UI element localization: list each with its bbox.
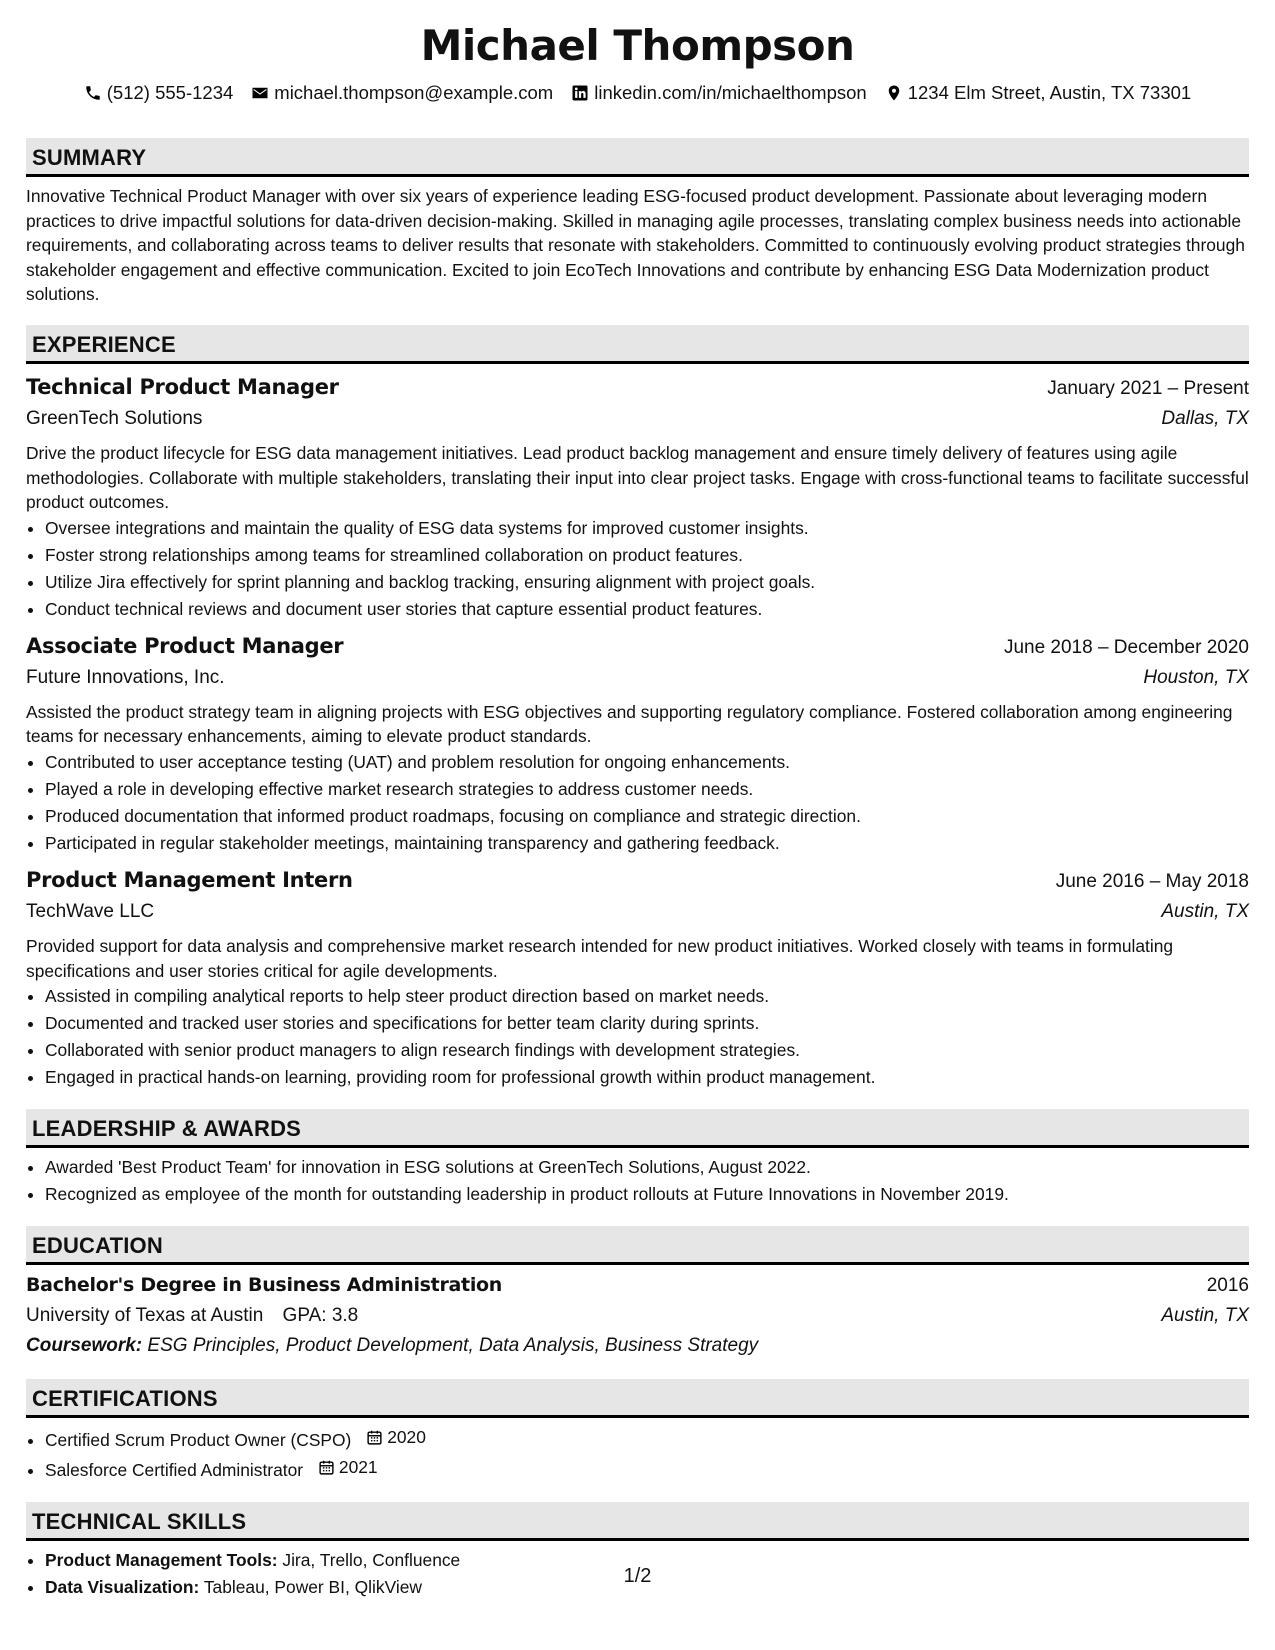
job-entry xyxy=(26,631,1249,857)
degree-title: Bachelor's Degree in Business Administration xyxy=(26,1274,503,1297)
company-name: GreenTech Solutions xyxy=(26,407,203,429)
calendar-icon xyxy=(366,1429,383,1446)
section-heading-certifications: CERTIFICATIONS xyxy=(26,1379,1249,1418)
list-item: • Participated in regular stakeholder meetings, maintaining transparency and gathering feedback. xyxy=(45,830,1249,857)
job-location: Austin, TX xyxy=(1161,900,1249,922)
phone-icon xyxy=(84,84,102,102)
contact-address xyxy=(885,80,1192,106)
job-description: Assisted the product strategy team in aligning projects with ESG objectives and supporting regulatory compliance. Fostered collaboration among engineering teams for necessary enhancements, aiming to elevate product standards. xyxy=(26,701,1233,747)
coursework xyxy=(26,1331,1249,1361)
job-description: Provided support for data analysis and comprehensive market research intended for new product initiatives. Worked closely with teams in formulating specifications and user stories critical for agile developments. xyxy=(26,935,1174,981)
cert-year: 2021 xyxy=(338,1457,378,1478)
job-title: Product Management Intern xyxy=(26,867,353,892)
list-item: • Documented and tracked user stories and specifications for better team clarity during sprints. xyxy=(45,1010,1249,1037)
cert-date xyxy=(366,1424,426,1451)
skill-value: Jira, Trello, Confluence xyxy=(282,1550,461,1571)
page-number: 1/2 xyxy=(623,1565,652,1587)
address-text: 1234 Elm Street, Austin, TX 73301 xyxy=(907,82,1192,103)
resume-page xyxy=(26,18,1249,1601)
school-name: University of Texas at Austin xyxy=(26,1305,264,1327)
skill-label: Product Management Tools: xyxy=(45,1550,278,1571)
section-heading-education: EDUCATION xyxy=(26,1226,1249,1265)
list-item: • Conduct technical reviews and document user stories that capture essential product features. xyxy=(45,596,1249,623)
certifications-list xyxy=(26,1424,1249,1484)
list-item xyxy=(45,1454,1249,1484)
calendar-icon xyxy=(318,1459,335,1476)
list-item: • Played a role in developing effective market research strategies to address customer needs. xyxy=(45,776,1249,803)
coursework-list: ESG Principles, Product Development, Data Analysis, Business Strategy xyxy=(147,1335,759,1357)
list-item: • Awarded 'Best Product Team' for innovation in ESG solutions at GreenTech Solutions, August 2022. xyxy=(45,1154,1249,1181)
job-bullets xyxy=(26,515,1249,623)
section-heading-leadership: LEADERSHIP & AWARDS xyxy=(26,1109,1249,1148)
job-dates: June 2016 – May 2018 xyxy=(1055,870,1249,892)
education-entry xyxy=(26,1270,1249,1361)
job-dates: June 2018 – December 2020 xyxy=(1003,636,1249,658)
contact-bar xyxy=(26,80,1249,106)
list-item: • Utilize Jira effectively for sprint planning and backlog tracking, ensuring alignment with project goals. xyxy=(45,569,1249,596)
gpa: GPA: 3.8 xyxy=(282,1305,359,1327)
summary-text: Innovative Technical Product Manager with over six years of experience leading ESG-focused product development. Passionate about leveraging modern practices to drive impactful solutions for data-driven decision-making. Skilled in managing agile processes, translating complex business needs into actionable requirements, and collaborating across teams to deliver results that resonate with stakeholders. Committed to continuously evolving product strategies through stakeholder engagement and effective communication. Excited to join EcoTech Innovations and contribute by enhancing ESG Data Modernization product solutions. xyxy=(26,186,1245,305)
contact-email[interactable] xyxy=(251,80,553,106)
list-item: • Produced documentation that informed product roadmaps, focusing on compliance and strategic direction. xyxy=(45,803,1249,830)
list-item xyxy=(45,1424,1249,1454)
cert-name: Salesforce Certified Administrator xyxy=(45,1460,304,1481)
section-heading-summary: SUMMARY xyxy=(26,138,1249,177)
phone-text: (512) 555-1234 xyxy=(106,82,234,103)
skill-label: Data Visualization: xyxy=(45,1577,200,1598)
job-bullets xyxy=(26,983,1249,1091)
leadership-list xyxy=(26,1154,1249,1208)
job-title: Associate Product Manager xyxy=(26,633,344,658)
job-dates: January 2021 – Present xyxy=(1047,377,1249,399)
company-name: Future Innovations, Inc. xyxy=(26,666,225,688)
cert-year: 2020 xyxy=(387,1427,426,1448)
job-entry xyxy=(26,372,1249,623)
school-location: Austin, TX xyxy=(1161,1305,1249,1327)
envelope-icon xyxy=(251,84,269,102)
email-text: michael.thompson@example.com xyxy=(274,82,554,103)
skill-value: Tableau, Power BI, QlikView xyxy=(203,1577,422,1598)
job-description: Drive the product lifecycle for ESG data management initiatives. Lead product backlog management and ensure timely delivery of features using agile methodologies. Collaborate with multiple stakeholders, translating their input into clear project tasks. Engage with cross-functional teams to facilitate successful product outcomes. xyxy=(26,442,1249,513)
contact-linkedin[interactable] xyxy=(571,80,867,106)
job-title: Technical Product Manager xyxy=(26,374,339,399)
map-pin-icon xyxy=(885,84,903,102)
list-item: • Assisted in compiling analytical reports to help steer product direction based on market needs. xyxy=(45,983,1249,1010)
list-item: • Foster strong relationships among teams for streamlined collaboration on product features. xyxy=(45,542,1249,569)
company-name: TechWave LLC xyxy=(26,900,155,922)
section-heading-experience: EXPERIENCE xyxy=(26,325,1249,364)
section-heading-skills: TECHNICAL SKILLS xyxy=(26,1502,1249,1541)
graduation-year: 2016 xyxy=(1206,1275,1249,1297)
list-item: • Engaged in practical hands-on learning, providing room for professional growth within product management. xyxy=(45,1064,1249,1091)
linkedin-text: linkedin.com/in/michaelthompson xyxy=(594,82,867,103)
coursework-label: Coursework: xyxy=(26,1335,143,1357)
linkedin-icon xyxy=(571,84,589,102)
cert-date xyxy=(318,1454,378,1481)
list-item: • Oversee integrations and maintain the quality of ESG data systems for improved customer insights. xyxy=(45,515,1249,542)
school-line xyxy=(26,1301,358,1331)
cert-name: Certified Scrum Product Owner (CSPO) xyxy=(45,1430,352,1451)
candidate-name: Michael Thompson xyxy=(420,21,855,70)
list-item: • Collaborated with senior product managers to align research findings with development strategies. xyxy=(45,1037,1249,1064)
job-bullets xyxy=(26,749,1249,857)
job-entry xyxy=(26,865,1249,1091)
list-item: • Contributed to user acceptance testing (UAT) and problem resolution for ongoing enhancements. xyxy=(45,749,1249,776)
job-location: Houston, TX xyxy=(1143,666,1249,688)
list-item: • Recognized as employee of the month for outstanding leadership in product rollouts at Future Innovations in November 2019. xyxy=(45,1181,1249,1208)
contact-phone[interactable] xyxy=(84,80,234,106)
job-location: Dallas, TX xyxy=(1161,407,1249,429)
